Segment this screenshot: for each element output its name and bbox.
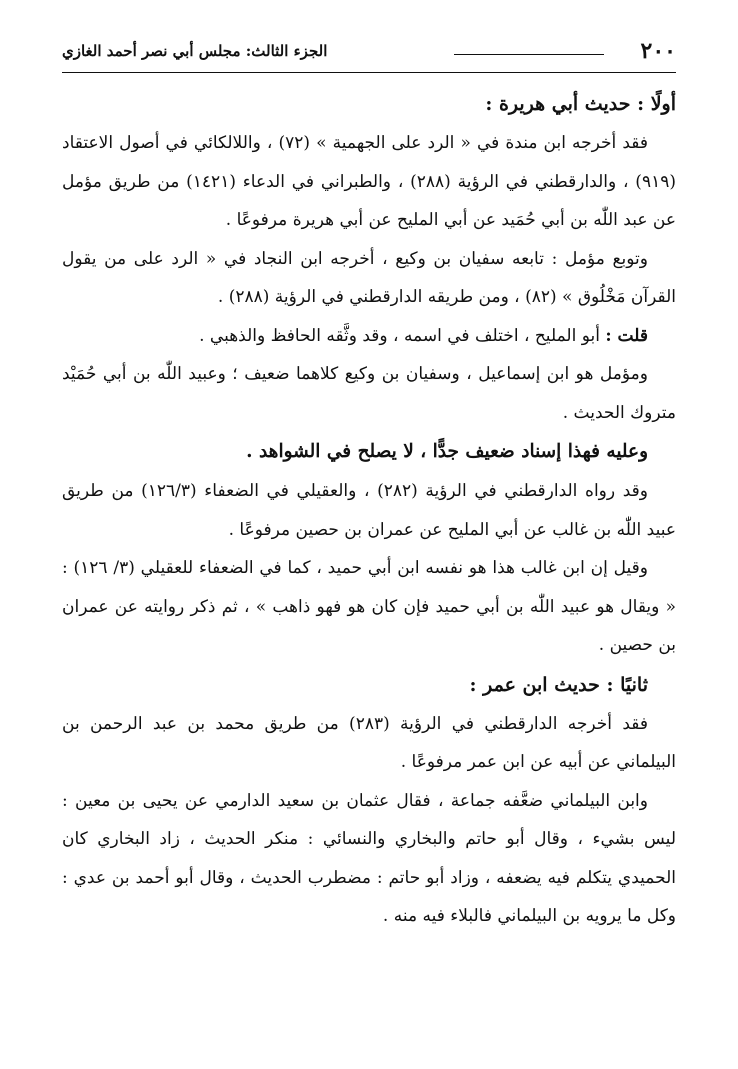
header-rule bbox=[454, 54, 604, 55]
paragraph: وابن البيلماني ضعَّفه جماعة ، فقال عثمان بن سعيد الدارمي عن يحيى بن معين : ليس بشيء ، وقال أبو حاتم والبخاري والنسائي : منكر الحديث ، زاد البخاري كان الحميدي يتكلم فيه يضعفه ، وزاد أبو حاتم : مضطرب الحديث ، وقال أبو أحمد بن عدي : وكل ما يرويه بن البيلماني فالبلاء فيه منه . bbox=[62, 790, 676, 926]
paragraph: وقيل إن ابن غالب هذا هو نفسه ابن أبي حميد ، كما في الضعفاء للعقيلي (٣/ ١٢٦) : « ويقال هو عبيد اللّٰه بن أبي حميد فإن كان هو فهو ذاهب » ، ثم ذكر روايته عن عمران بن حصين . bbox=[62, 558, 676, 655]
conclusion-line: وعليه فهذا إسناد ضعيف جدًّا ، لا يصلح في الشواهد . bbox=[246, 441, 648, 462]
page-header bbox=[62, 36, 676, 73]
paragraph: وقد رواه الدارقطني في الرؤية (٢٨٢) ، والعقيلي في الضعفاء (١٢٦/٣) من طريق عبيد اللّٰه بن غالب عن أبي المليح عن عمران بن حصين مرفوعًا . bbox=[62, 481, 676, 540]
paragraph: ومؤمل هو ابن إسماعيل ، وسفيان بن وكيع كلاهما ضعيف ؛ وعبيد اللّٰه بن أبي حُمَيْد متروك الحديث . bbox=[62, 364, 676, 423]
paragraph: فقد أخرجه الدارقطني في الرؤية (٢٨٣) من طريق محمد بن عبد الرحمن بن البيلماني عن أبيه عن ابن عمر مرفوعًا . bbox=[62, 713, 676, 772]
running-title: الجزء الثالث: مجلس أبي نصر أحمد الغازي bbox=[62, 42, 328, 60]
paragraph: فقد أخرجه ابن مندة في « الرد على الجهمية » (٧٢) ، واللالكائي في أصول الاعتقاد (٩١٩) ، والدارقطني في الرؤية (٢٨٨) ، والطبراني في الدعاء (١٤٢١) من طريق مؤمل عن عبد اللّٰه بن أبي حُمَيد عن أبي المليح عن أبي هريرة مرفوعًا . bbox=[62, 133, 676, 230]
paragraph-lead: قلت : bbox=[605, 325, 648, 346]
page-number: ٢٠٠ bbox=[640, 38, 676, 64]
section-heading-ibn-umar: ثانيًا : حديث ابن عمر : bbox=[469, 673, 648, 696]
page-body bbox=[62, 84, 676, 936]
paragraph-rest: أبو المليح ، اختلف في اسمه ، وقد وثَّقه الحافظ والذهبي . bbox=[199, 325, 606, 346]
section-heading-abu-hurayra: أولًا : حديث أبي هريرة : bbox=[485, 93, 676, 115]
paragraph: وتوبع مؤمل : تابعه سفيان بن وكيع ، أخرجه ابن النجاد في « الرد على من يقول القرآن مَخْلُوق » (٨٢) ، ومن طريقه الدارقطني في الرؤية (٢٨٨) . bbox=[62, 248, 676, 307]
paragraph bbox=[62, 317, 676, 356]
